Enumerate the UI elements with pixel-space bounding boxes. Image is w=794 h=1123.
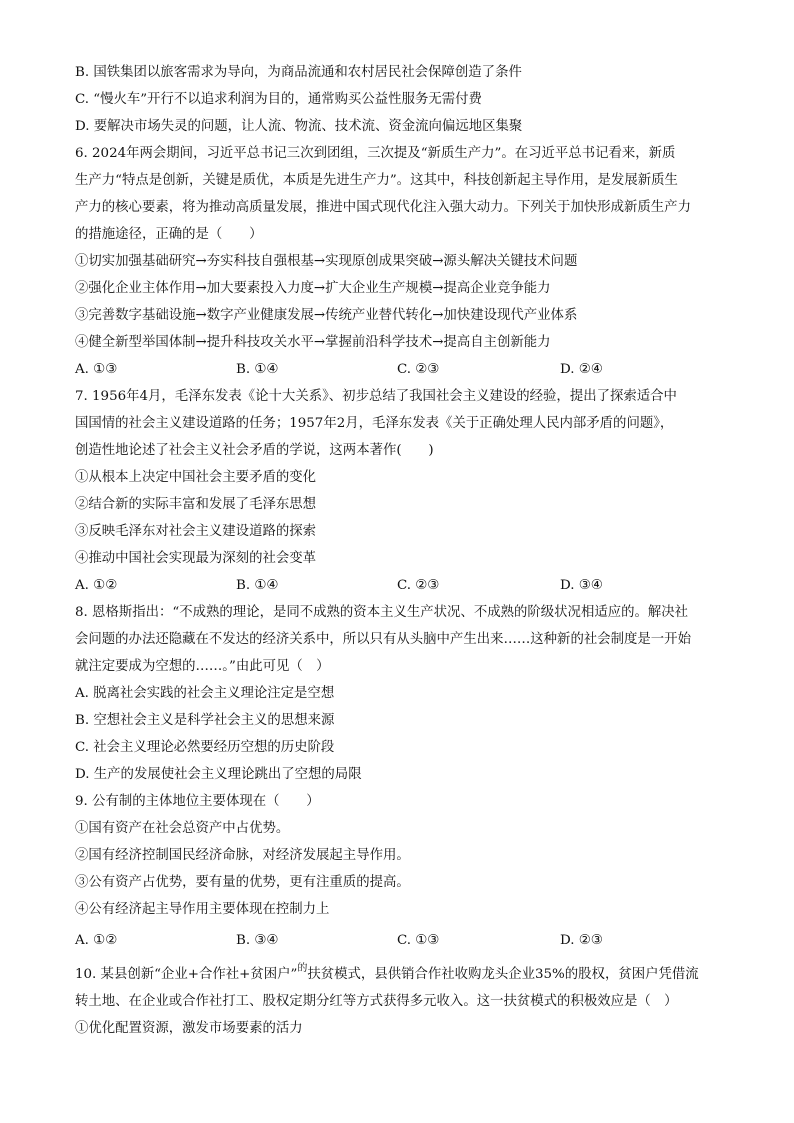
q8-option-b: B. 空想社会主义是科学社会主义的思想来源 bbox=[75, 713, 335, 728]
q6-option-b: B. ①④ bbox=[236, 362, 279, 377]
q5-option-b: B. 国铁集团以旅客需求为导向，为商品流通和农村居民社会保障创造了条件 bbox=[75, 65, 522, 80]
q5-option-d: D. 要解决市场失灵的问题，让人流、物流、技术流、资金流向偏远地区集聚 bbox=[75, 119, 523, 134]
q9-option-c: C. ①③ bbox=[397, 933, 440, 948]
q5-option-c: C. “慢火车”开行不以追求利润为目的，通常购买公益性服务无需付费 bbox=[75, 92, 482, 107]
q6-statement-2: ②强化企业主体作用→加大要素投入力度→扩大企业生产规模→提高企业竞争能力 bbox=[75, 281, 551, 296]
q8-option-c: C. 社会主义理论必然要经历空想的历史阶段 bbox=[75, 740, 335, 755]
q7-stem-line-2: 国国情的社会主义建设道路的任务；1957年2月，毛泽东发表《关于正确处理人民内部矛盾的问题》， bbox=[75, 416, 674, 431]
q6-stem-line-2: 生产力“特点是创新，关键是质优，本质是先进生产力”。这其中，科技创新起主导作用，是发展新质生 bbox=[75, 173, 678, 188]
q6-statement-3: ③完善数字基础设施→数字产业健康发展→传统产业替代转化→加快建设现代产业体系 bbox=[75, 308, 578, 323]
q9-statement-3: ③公有资产占优势，要有量的优势，更有注重质的提高。 bbox=[75, 875, 410, 890]
q7-option-d: D. ③④ bbox=[560, 578, 603, 593]
q7-stem-line-1: 7. 1956年4月，毛泽东发表《论十大关系》、初步总结了我国社会主义建设的经验，提出了探索适合中 bbox=[75, 389, 677, 404]
q10-statement-1: ①优化配置资源，激发市场要素的活力 bbox=[75, 1021, 303, 1036]
q6-statement-4: ④健全新型举国体制→提升科技攻关水平→掌握前沿科学技术→提高自主创新能力 bbox=[75, 335, 551, 350]
q10-stem-line-2: 转土地、在企业或合作社打工、股权定期分红等方式获得多元收入。这一扶贫模式的积极效应是（ ） bbox=[75, 994, 678, 1009]
q9-stem: 9. 公有制的主体地位主要体现在（ ） bbox=[75, 794, 320, 809]
q6-statement-1: ①切实加强基础研究→夯实科技自强根基→实现原创成果突破→源头解决关键技术问题 bbox=[75, 254, 578, 269]
q6-option-c: C. ②③ bbox=[397, 362, 440, 377]
q8-stem-line-3: 就注定要成为空想的……。”由此可见（ ） bbox=[75, 659, 330, 674]
q9-statement-2: ②国有经济控制国民经济命脉，对经济发展起主导作用。 bbox=[75, 848, 410, 863]
q9-option-d: D. ②③ bbox=[560, 933, 603, 948]
q10-stem-part-2: 扶贫模式，县供销合作社收购龙头企业35%的股权，贫困户凭借流 bbox=[307, 967, 699, 982]
q9-statement-1: ①国有资产在社会总资产中占优势。 bbox=[75, 821, 290, 836]
q7-option-c: C. ②③ bbox=[397, 578, 440, 593]
q8-stem-line-1: 8. 恩格斯指出：“不成熟的理论，是同不成熟的资本主义生产状况、不成熟的阶级状况相适应的。解决社 bbox=[75, 605, 689, 620]
q6-option-d: D. ②④ bbox=[560, 362, 603, 377]
q9-statement-4: ④公有经济起主导作用主要体现在控制力上 bbox=[75, 902, 330, 917]
q9-option-a: A. ①② bbox=[75, 933, 118, 948]
q6-stem-line-4: 的措施途径，正确的是（ ） bbox=[75, 227, 263, 242]
q8-option-d: D. 生产的发展使社会主义理论跳出了空想的局限 bbox=[75, 767, 362, 782]
q7-statement-4: ④推动中国社会实现最为深刻的社会变革 bbox=[75, 551, 317, 566]
q7-statement-2: ②结合新的实际丰富和发展了毛泽东思想 bbox=[75, 497, 317, 512]
q8-stem-line-2: 会问题的办法还隐藏在不发达的经济关系中，所以只有从头脑中产生出来……这种新的社会制度是一开始 bbox=[75, 632, 691, 647]
q10-superscript: 的 bbox=[297, 963, 308, 974]
q8-option-a: A. 脱离社会实践的社会主义理论注定是空想 bbox=[75, 686, 335, 701]
q7-statement-3: ③反映毛泽东对社会主义建设道路的探索 bbox=[75, 524, 317, 539]
q10-stem-line-1 bbox=[75, 963, 725, 985]
q7-statement-1: ①从根本上决定中国社会主要矛盾的变化 bbox=[75, 470, 317, 485]
q7-option-a: A. ①② bbox=[75, 578, 118, 593]
q10-stem-part-1: 10. 某县创新“企业+合作社+贫困户” bbox=[75, 967, 298, 982]
q6-option-a: A. ①③ bbox=[75, 362, 118, 377]
q7-stem-line-3: 创造性地论述了社会主义社会矛盾的学说，这两本著作( ) bbox=[75, 443, 434, 458]
q6-stem-line-1: 6. 2024年两会期间，习近平总书记三次到团组，三次提及“新质生产力”。在习近平总书记看来，新质 bbox=[75, 146, 676, 161]
q9-option-b: B. ③④ bbox=[236, 933, 279, 948]
q7-option-b: B. ①④ bbox=[236, 578, 279, 593]
q6-stem-line-3: 产力的核心要素，将为推动高质量发展，推进中国式现代化注入强大动力。下列关于加快形成新质生产力 bbox=[75, 200, 691, 215]
